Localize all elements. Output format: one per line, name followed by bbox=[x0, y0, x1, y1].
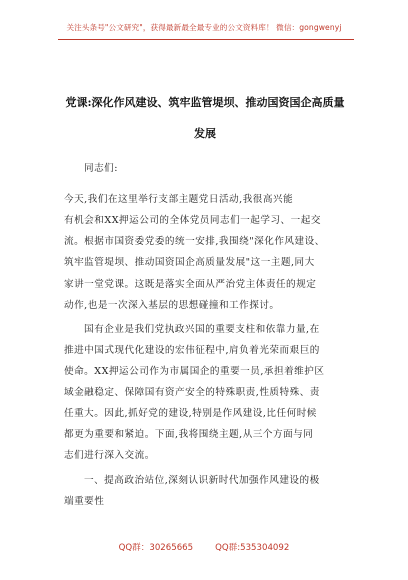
body-line: 国有企业是我们党执政兴国的重要支柱和依靠力量,在 bbox=[84, 324, 320, 335]
body-line: 域金融稳定、保障国有资产安全的特殊职责,性质特殊、责 bbox=[64, 387, 320, 398]
footer-contact bbox=[0, 541, 408, 553]
footer-qq-group-1: QQ群：30265665 bbox=[118, 543, 194, 553]
body-line: 任重大。因此,抓好党的建设,特别是作风建设,比任何时候 bbox=[64, 408, 317, 419]
body-line: 有机会和XX押运公司的全体党员同志们一起学习、一起交 bbox=[64, 215, 321, 226]
footer-qq-group-2: QQ群:535304092 bbox=[215, 543, 290, 553]
body-line: 今天,我们在这里举行支部主题党日活动,我很高兴能 bbox=[64, 194, 294, 205]
document-title-line-2: 发展 bbox=[194, 127, 216, 140]
header-banner: 关注头条号"公文研究"，获得最新最全最专业的公文资料库！ 微信：gongwenyj bbox=[66, 23, 342, 32]
section-heading-line-2: 端重要性 bbox=[64, 496, 105, 507]
body-line: 动作,也是一次深入基层的思想碰撞和工作探讨。 bbox=[64, 300, 280, 311]
body-line: 推进中国式现代化建设的宏伟征程中,肩负着光荣而艰巨的 bbox=[64, 345, 320, 356]
body-line: 志们进行深入交流。 bbox=[64, 450, 155, 461]
header-divider bbox=[58, 39, 354, 40]
body-line: 使命。XX押运公司作为市属国企的重要一员,承担着维护区 bbox=[64, 366, 325, 377]
section-heading-line-1: 一、提高政治站位,深刻认识新时代加强作风建设的极 bbox=[84, 475, 320, 486]
body-line: 流。根据市国资委党委的统一安排,我围绕"深化作风建设、 bbox=[64, 236, 325, 247]
document-title-line-1: 党课:深化作风建设、筑牢监管堤坝、推动国资国企高质量 bbox=[65, 96, 345, 109]
body-line: 筑牢监管堤坝、推动国资国企高质量发展"这一主题,同大 bbox=[64, 257, 315, 268]
body-line: 家讲一堂党课。这既是落实全面从严治党主体责任的规定 bbox=[64, 279, 317, 290]
body-line: 都更为重要和紧迫。下面,我将围绕主题,从三个方面与同 bbox=[64, 429, 314, 440]
salutation: 同志们: bbox=[84, 163, 119, 174]
